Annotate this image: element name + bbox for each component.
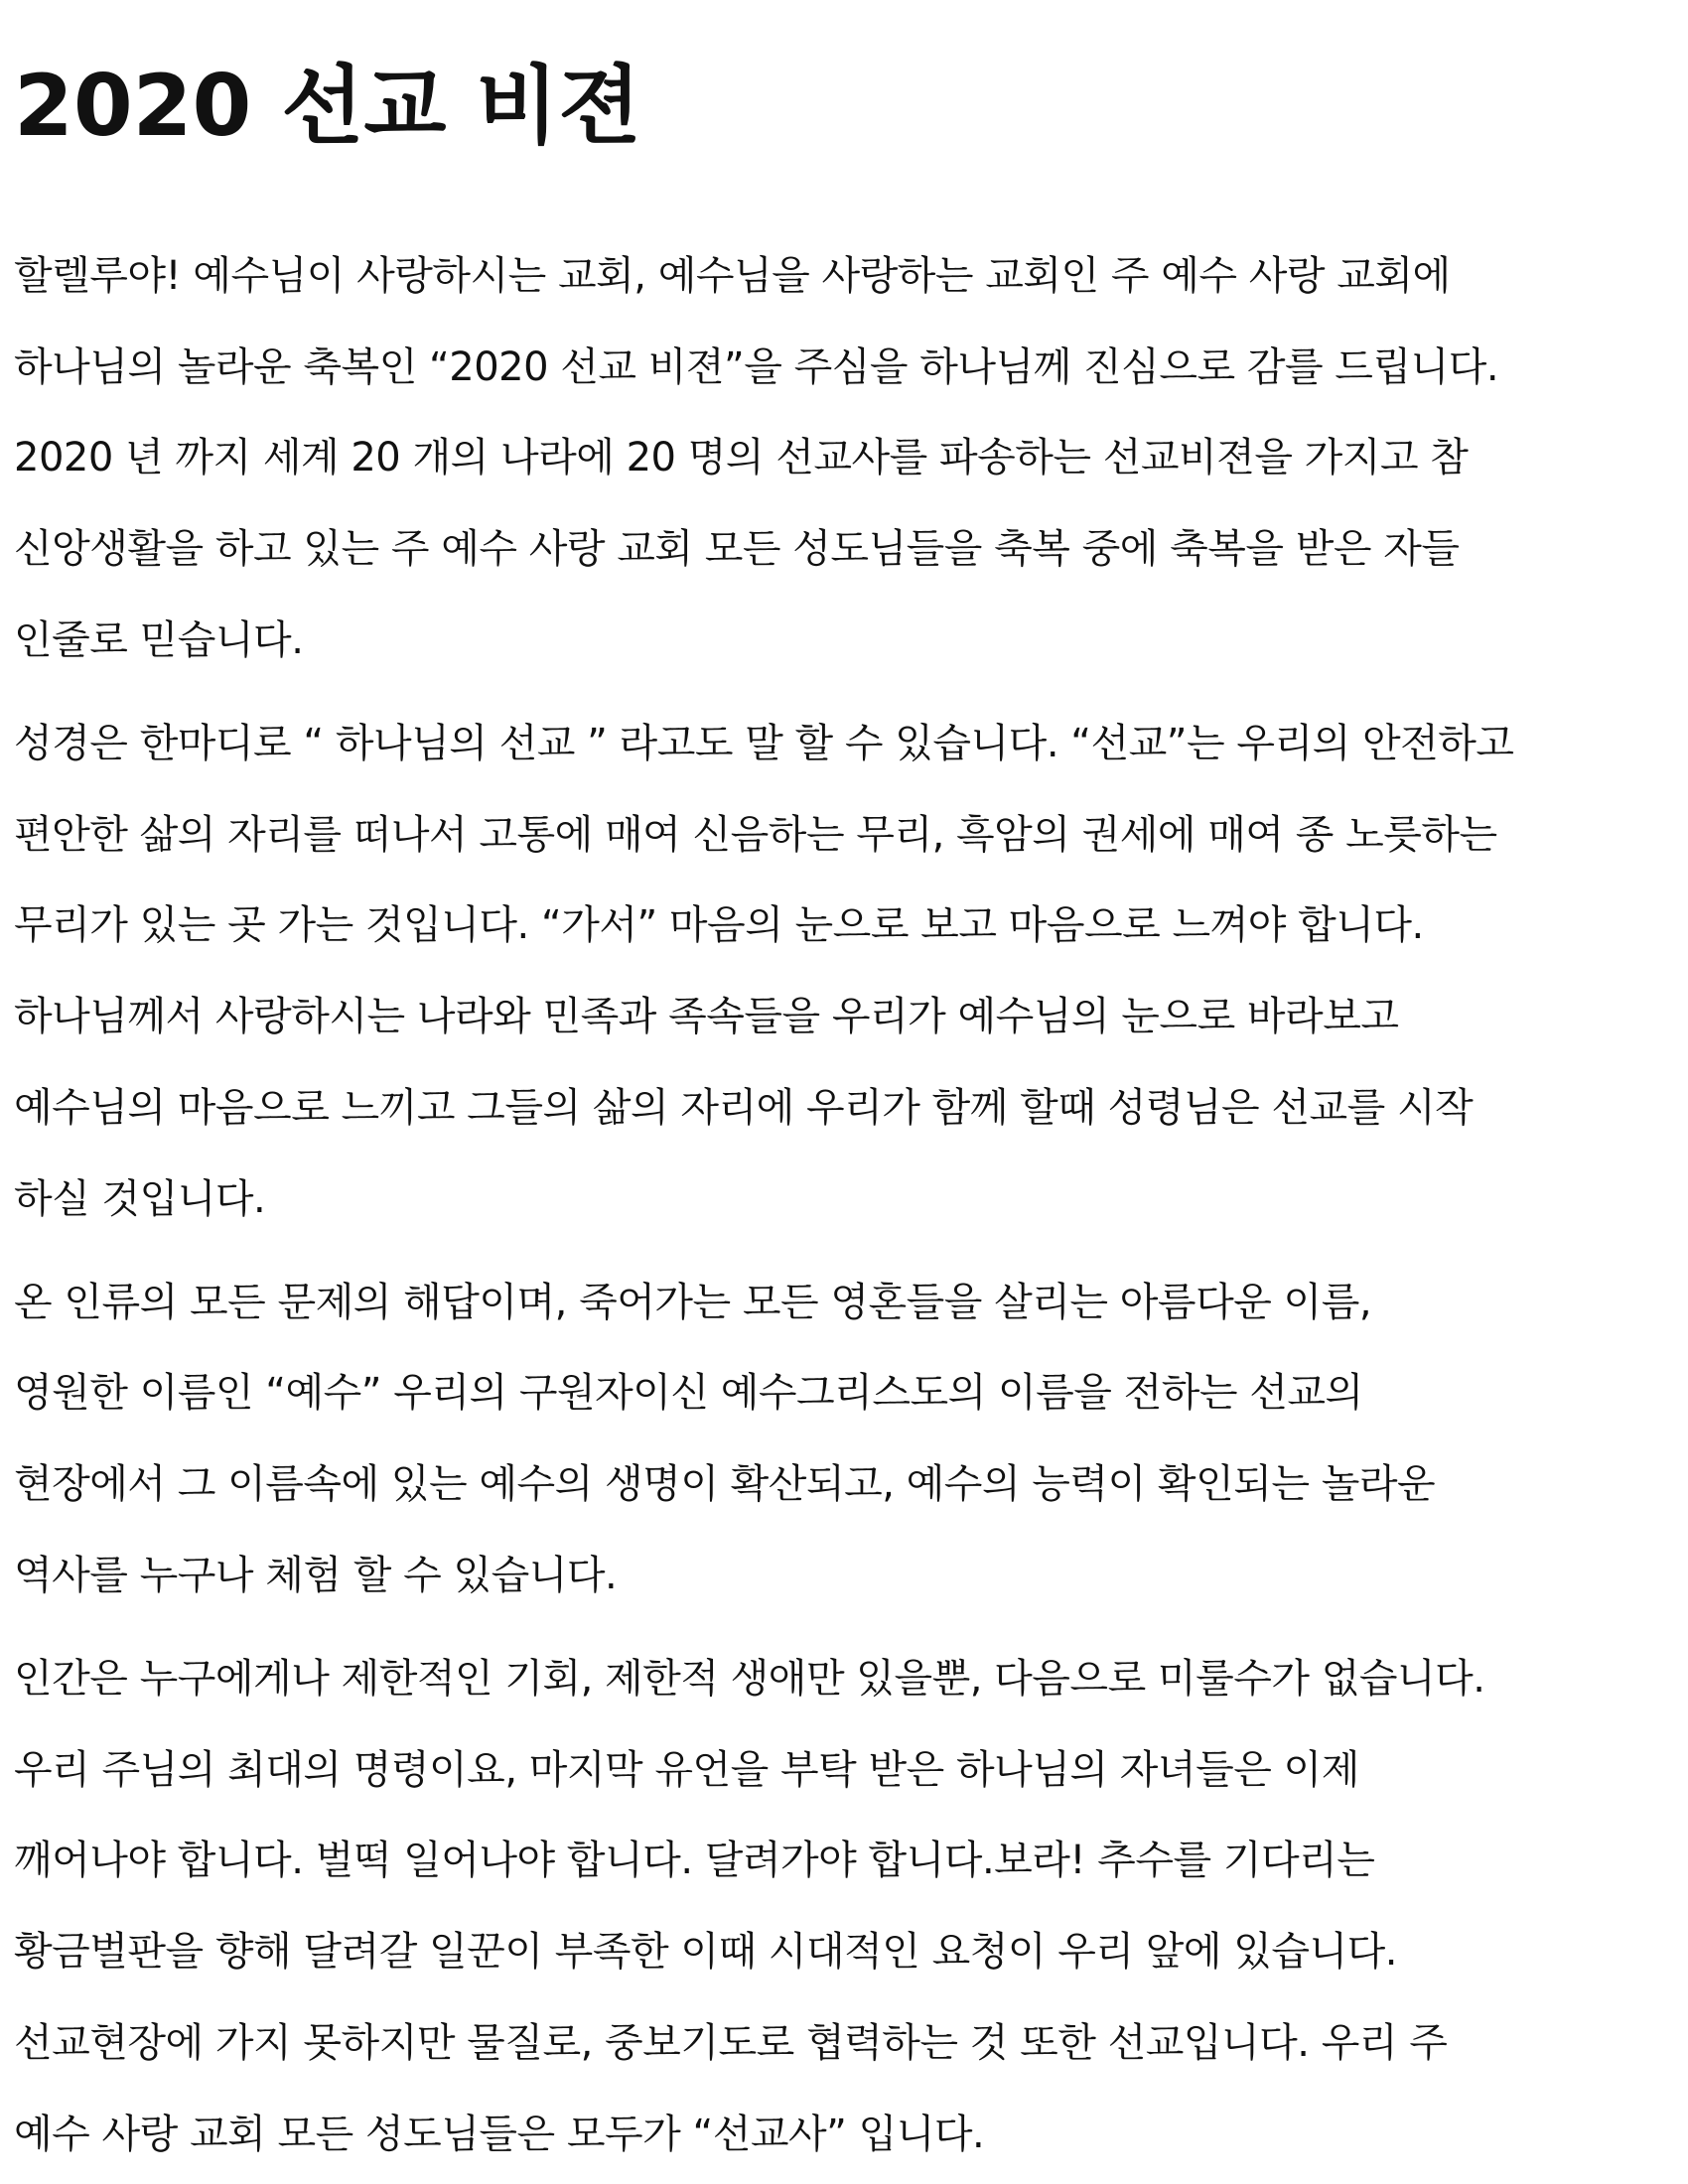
- paragraph-line: 할렐루야! 예수님이 사랑하시는 교회, 예수님을 사랑하는 교회인 주 예수 사랑 교회에: [14, 253, 1451, 299]
- paragraph-line: 예수님의 마음으로 느끼고 그들의 삶의 자리에 우리가 함께 할때 성령님은 선교를 시작: [14, 1085, 1474, 1131]
- paragraph-line: 편안한 삶의 자리를 떠나서 고통에 매여 신음하는 무리, 흑암의 권세에 매여 종 노릇하는: [14, 812, 1497, 858]
- paragraph-line: 하실 것입니다.: [14, 1176, 266, 1222]
- paragraph-line: 예수 사랑 교회 모든 성도님들은 모두가 “선교사” 입니다.: [14, 2112, 985, 2157]
- paragraph-line: 현장에서 그 이름속에 있는 예수의 생명이 확산되고, 예수의 능력이 확인되는 놀라운: [14, 1461, 1436, 1507]
- paragraph-line: 황금벌판을 향해 달려갈 일꾼이 부족한 이때 시대적인 요청이 우리 앞에 있습니다.: [14, 1929, 1397, 1975]
- paragraph-line: 성경은 한마디로 “ 하나님의 선교 ” 라고도 말 할 수 있습니다. “선교”는 우리의 안전하고: [14, 721, 1514, 766]
- paragraph-line: 우리 주님의 최대의 명령이요, 마지막 유언을 부탁 받은 하나님의 자녀들은 이제: [14, 1747, 1359, 1793]
- paragraph-line: 깨어나야 합니다. 벌떡 일어나야 합니다. 달려가야 합니다.보라! 추수를 기다리는: [14, 1838, 1375, 1883]
- paragraph-line: 역사를 누구나 체험 할 수 있습니다.: [14, 1553, 618, 1598]
- paragraph-line: 온 인류의 모든 문제의 해답이며, 죽어가는 모든 영혼들을 살리는 아름다운 이름,: [14, 1280, 1372, 1325]
- paragraph-line: 신앙생활을 하고 있는 주 예수 사랑 교회 모든 성도님들을 축복 중에 축복을 받은 자들: [14, 526, 1460, 572]
- paragraph-line: 인간은 누구에게나 제한적인 기회, 제한적 생애만 있을뿐, 다음으로 미룰수가 없습니다.: [14, 1656, 1485, 1702]
- paragraph-line: 하나님의 놀라운 축복인 “2020 선교 비젼”을 주심을 하나님께 진심으로 감를 드립니다.: [14, 344, 1499, 390]
- paragraph-line: 2020 년 까지 세계 20 개의 나라에 20 명의 선교사를 파송하는 선교비젼을 가지고 참: [14, 435, 1469, 480]
- page-title: 2020 선교 비젼: [14, 57, 641, 156]
- paragraph-line: 인줄로 믿습니다.: [14, 617, 304, 663]
- paragraph-line: 무리가 있는 곳 가는 것입니다. “가서” 마음의 눈으로 보고 마음으로 느껴야 합니다.: [14, 902, 1424, 948]
- paragraph-line: 하나님께서 사랑하시는 나라와 민족과 족속들을 우리가 예수님의 눈으로 바라보고: [14, 994, 1399, 1039]
- paragraph-line: 영원한 이름인 “예수” 우리의 구원자이신 예수그리스도의 이름을 전하는 선교의: [14, 1370, 1363, 1416]
- paragraph-line: 선교현장에 가지 못하지만 물질로, 중보기도로 협력하는 것 또한 선교입니다. 우리 주: [14, 2020, 1448, 2066]
